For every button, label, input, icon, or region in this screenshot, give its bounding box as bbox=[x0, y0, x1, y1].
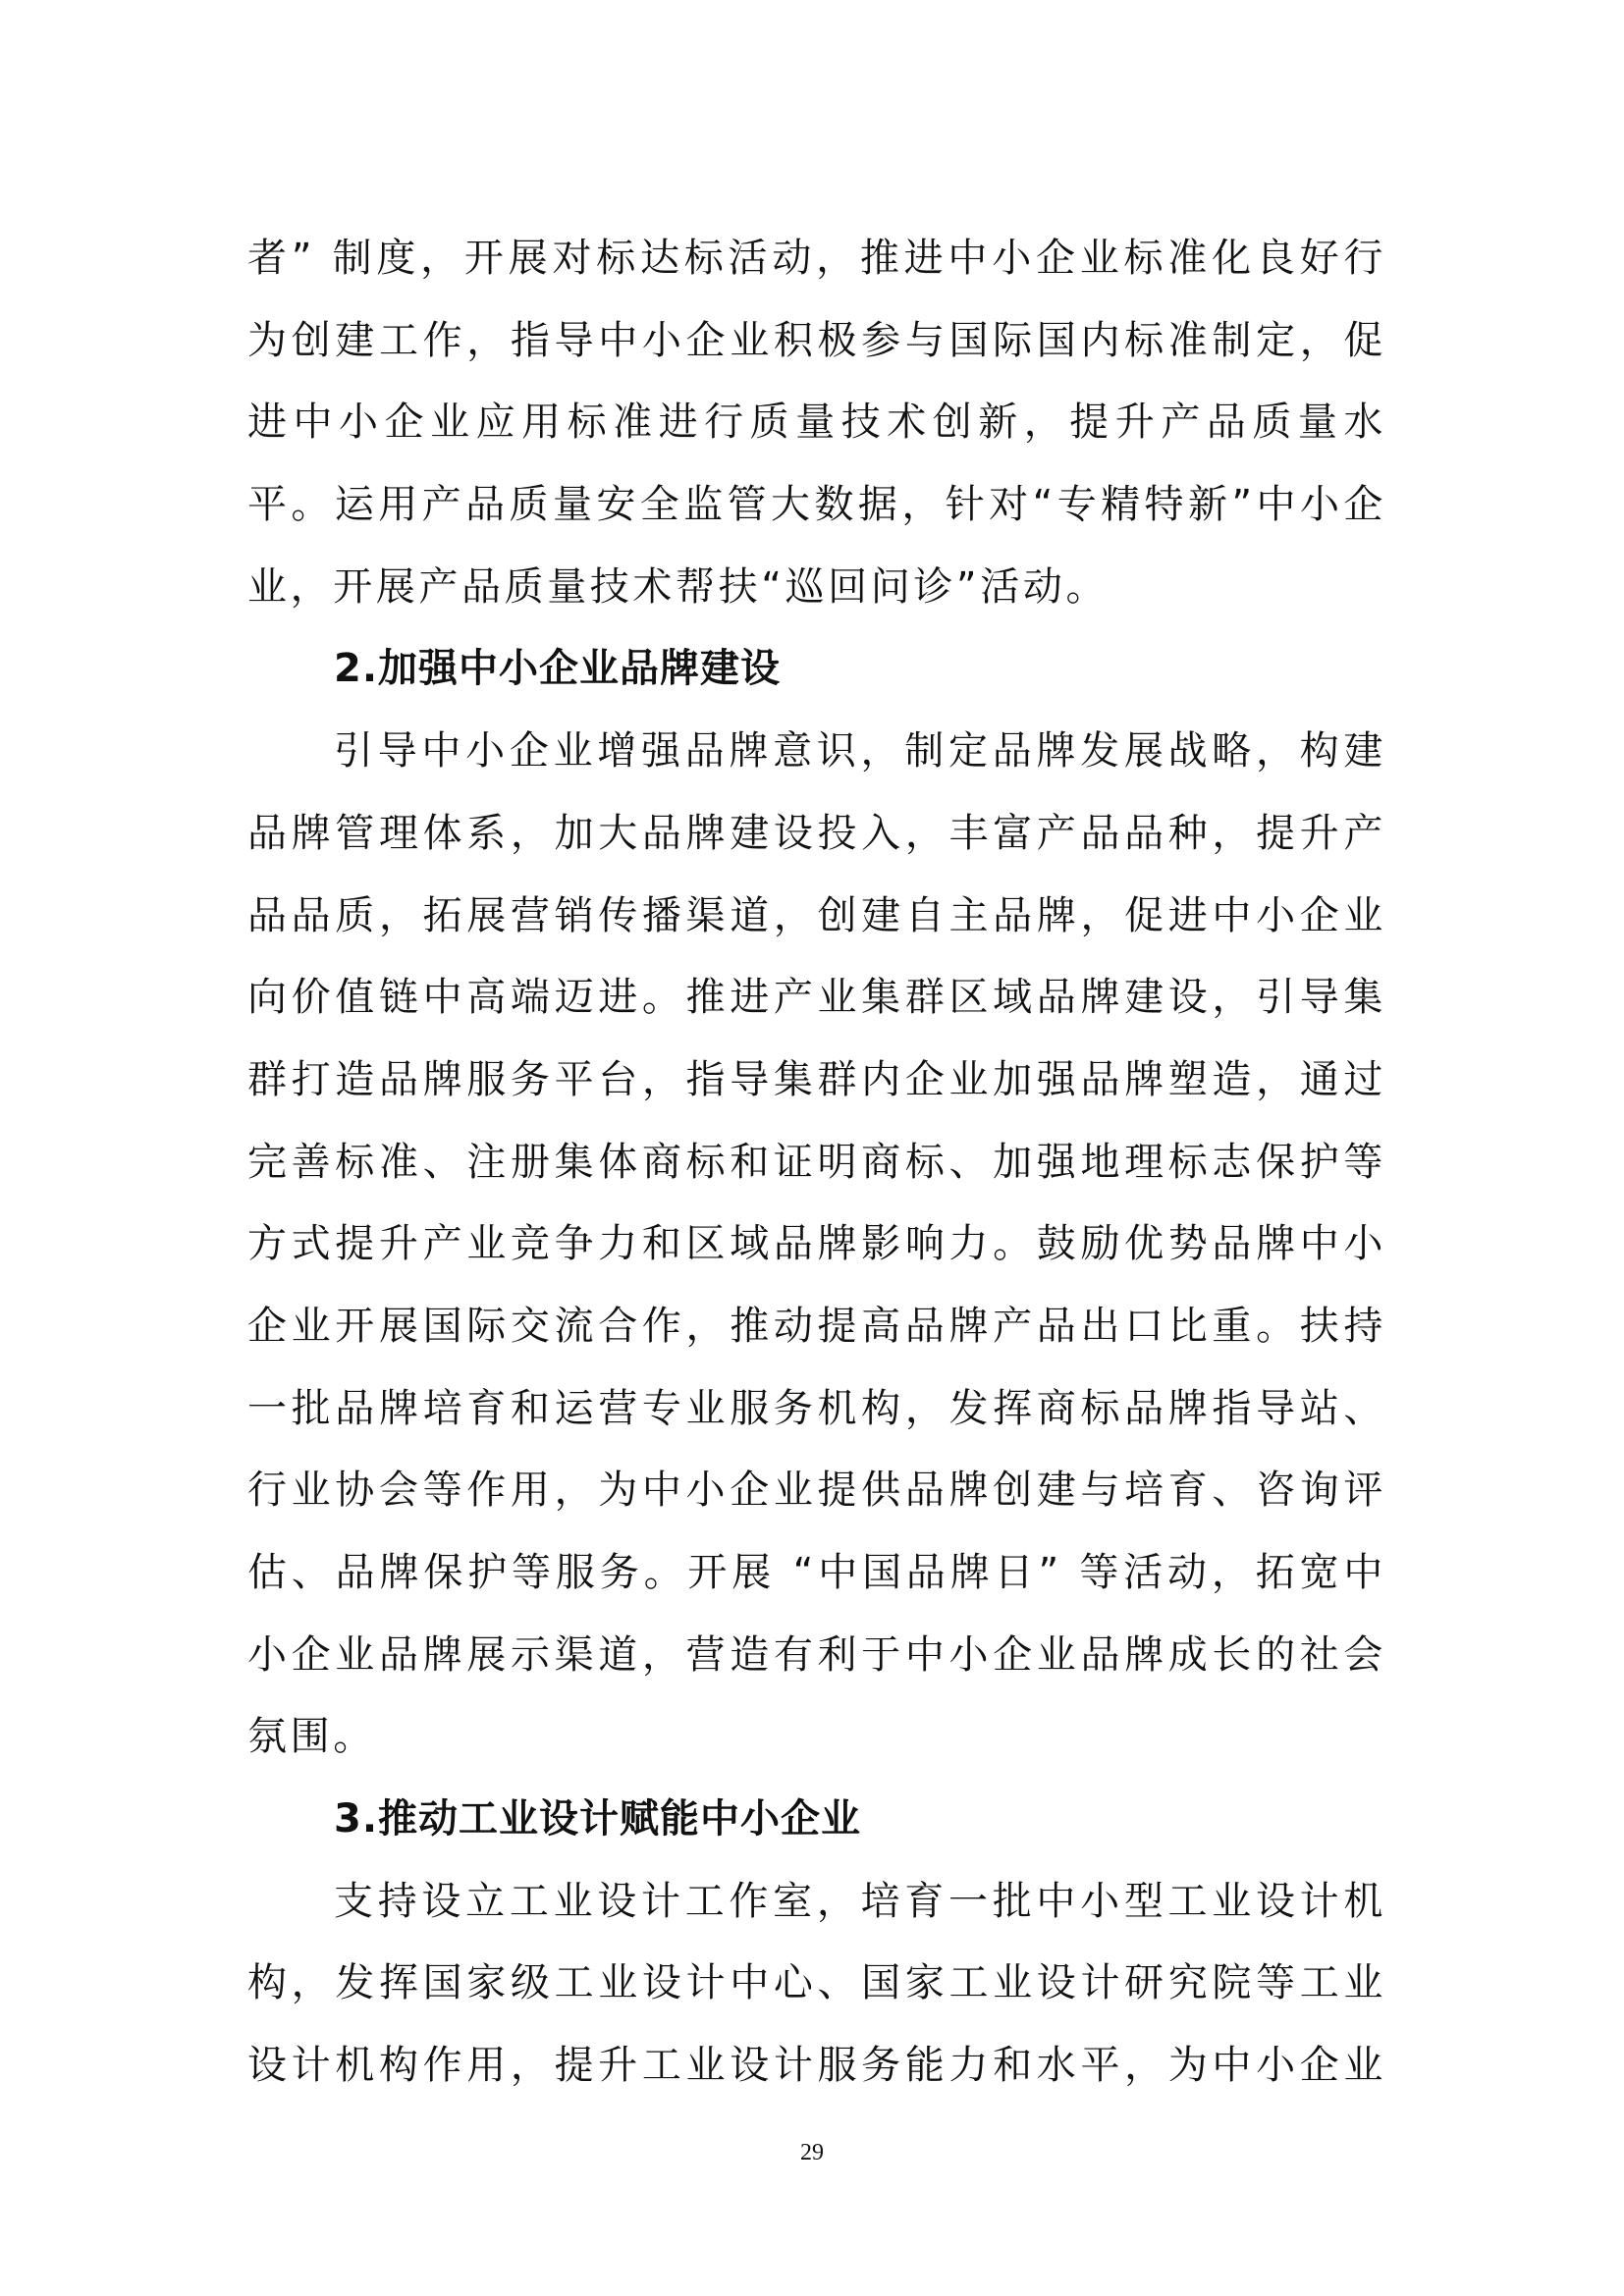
text-line: 群打造品牌服务平台，指导集群内企业加强品牌塑造，通过 bbox=[247, 1056, 1386, 1102]
text-line: 品品质，拓展营销传播渠道，创建自主品牌，促进中小企业 bbox=[247, 892, 1386, 938]
text-line: 方式提升产业竞争力和区域品牌影响力。鼓励优势品牌中小 bbox=[247, 1221, 1386, 1267]
text-line: 完善标准、注册集体商标和证明商标、加强地理标志保护等 bbox=[247, 1139, 1386, 1185]
text-line: 引导中小企业增强品牌意识，制定品牌发展战略，构建 bbox=[334, 728, 1386, 774]
text-line: 品牌管理体系，加大品牌建设投入，丰富产品品种，提升产 bbox=[247, 810, 1386, 856]
text-line: 一批品牌培育和运营专业服务机构，发挥商标品牌指导站、 bbox=[247, 1385, 1386, 1431]
paragraph-brand-building bbox=[247, 711, 1386, 1779]
text-line: 氛围。 bbox=[247, 1714, 376, 1760]
text-line: 支持设立工业设计工作室，培育一批中小型工业设计机 bbox=[334, 1878, 1386, 1924]
text-line: 平。运用产品质量安全监管大数据，针对“专精特新”中小企 bbox=[247, 482, 1386, 528]
text-line: 企业开展国际交流合作，推动提高品牌产品出口比重。扶持 bbox=[247, 1303, 1386, 1349]
text-line: 向价值链中高端迈进。推进产业集群区域品牌建设，引导集 bbox=[247, 975, 1386, 1021]
text-line: 业，开展产品质量技术帮扶“巡回问诊”活动。 bbox=[247, 563, 1110, 610]
text-line: 进中小企业应用标准进行质量技术创新，提升产品质量水 bbox=[247, 400, 1386, 446]
text-line: 为创建工作，指导中小企业积极参与国际国内标准制定，促 bbox=[247, 317, 1386, 363]
text-line: 估、品牌保护等服务。开展 “中国品牌日” 等活动，拓宽中 bbox=[247, 1550, 1386, 1595]
section-heading-industrial-design: 3.推动工业设计赋能中小企业 bbox=[334, 1796, 862, 1842]
paragraph-continuation bbox=[247, 218, 1386, 628]
document-body bbox=[247, 218, 1386, 2108]
paragraph-industrial-design bbox=[247, 1861, 1386, 2108]
page-number: 29 bbox=[800, 2140, 824, 2165]
text-line: 者” 制度，开展对标达标活动，推进中小企业标准化良好行 bbox=[247, 236, 1386, 281]
text-line: 行业协会等作用，为中小企业提供品牌创建与培育、咨询评 bbox=[247, 1468, 1386, 1514]
text-line: 小企业品牌展示渠道，营造有利于中小企业品牌成长的社会 bbox=[247, 1631, 1386, 1678]
text-line: 构，发挥国家级工业设计中心、国家工业设计研究院等工业 bbox=[247, 1960, 1386, 2006]
text-line: 设计机构作用，提升工业设计服务能力和水平，为中小企业 bbox=[247, 2043, 1386, 2089]
section-heading-brand-building: 2.加强中小企业品牌建设 bbox=[334, 646, 782, 692]
